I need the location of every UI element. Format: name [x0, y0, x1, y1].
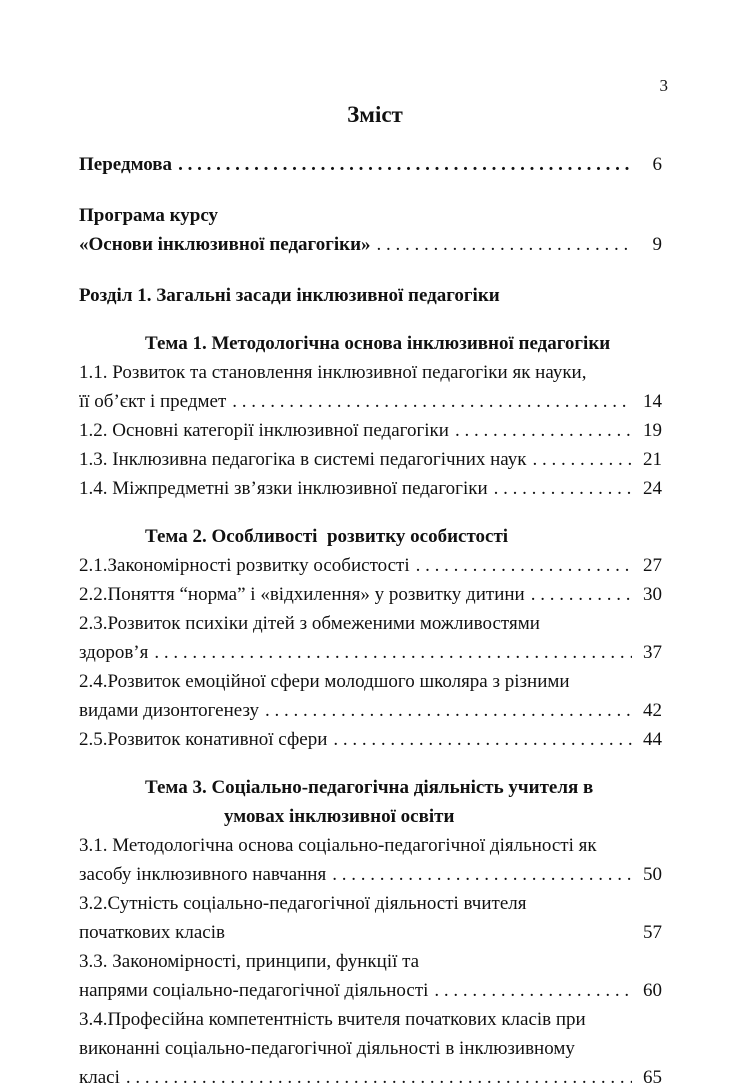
dot-leader: [148, 638, 632, 667]
toc-entry-text: 3.1. Методологічна основа соціально-педагогічної діяльності як: [79, 835, 597, 856]
toc-entry-text: здоров’я: [79, 642, 149, 663]
toc-page-number: 19: [643, 420, 662, 441]
toc-page-number: 30: [643, 584, 662, 605]
dot-leader: [449, 416, 632, 445]
toc-entry-foreword[interactable]: [79, 150, 662, 179]
toc-entry-text: «Основи інклюзивної педагогіки»: [79, 234, 371, 255]
toc-entry-text: 1.2. Основні категорії інклюзивної педагогіки: [79, 420, 449, 441]
toc-entry-line[interactable]: [79, 947, 662, 976]
toc-entry-text: видами дизонтогенезу: [79, 700, 260, 721]
toc-entry-text: 1.3. Інклюзивна педагогіка в системі педагогічних наук: [79, 449, 527, 470]
toc-page-number: 21: [643, 449, 662, 470]
topic-title-continuation[interactable]: умовах інклюзивної освіти: [224, 806, 455, 827]
topic-title[interactable]: Тема 1. Методологічна основа інклюзивної педагогіки: [145, 333, 611, 354]
toc-entry[interactable]: [79, 551, 662, 580]
dot-leader: [327, 725, 632, 754]
toc-entry[interactable]: [79, 725, 662, 754]
toc-entry-text: засобу інклюзивного навчання: [79, 864, 327, 885]
topic-title[interactable]: Тема 2. Особливості розвитку особистості: [145, 526, 509, 547]
toc-entry-text: 3.2.Сутність соціально-педагогічної діяльності вчителя: [79, 893, 527, 914]
toc-page-number: 9: [652, 234, 662, 255]
toc-entry-text: її об’єкт і предмет: [79, 391, 227, 412]
dot-leader: [527, 445, 632, 474]
dot-leader: [428, 976, 632, 1005]
toc-entry-text: 1.4. Міжпредметні зв’язки інклюзивної педагогіки: [79, 478, 488, 499]
dot-leader: [226, 387, 632, 416]
page-number: 3: [659, 76, 668, 95]
toc-entry-text: 2.3.Розвиток психіки дітей з обмеженими можливостями: [79, 613, 540, 634]
toc-page-number: 24: [643, 478, 662, 499]
toc-entry-program-line1[interactable]: Програма курсу: [79, 205, 219, 226]
toc-entry-line[interactable]: [79, 609, 662, 638]
toc-page-number: 44: [643, 729, 662, 750]
dot-leader: [371, 230, 632, 259]
toc-entry-program[interactable]: [79, 230, 662, 259]
toc-entry-text: 3.4.Професійна компетентність вчителя початкових класів при: [79, 1009, 586, 1030]
toc-entry-text: Передмова: [79, 154, 173, 175]
dot-leader: [410, 551, 632, 580]
toc-entry-line[interactable]: [79, 358, 662, 387]
dot-leader: [488, 474, 632, 503]
dot-leader: [326, 860, 632, 889]
toc-page-number: 6: [652, 154, 662, 175]
table-of-contents: [79, 150, 662, 1092]
toc-page-number: 60: [643, 980, 662, 1001]
page-title: Зміст: [347, 102, 403, 127]
dot-leader: [525, 580, 632, 609]
toc-entry-text: 1.1. Розвиток та становлення інклюзивної педагогіки як науки,: [79, 362, 587, 383]
toc-entry-text: початкових класів: [79, 922, 225, 943]
toc-entry[interactable]: [79, 445, 662, 474]
dot-leader: [259, 696, 632, 725]
toc-entry-line[interactable]: [79, 831, 662, 860]
toc-entry[interactable]: [79, 474, 662, 503]
toc-entry-text: 2.4.Розвиток емоційної сфери молодшого школяра з різними: [79, 671, 570, 692]
toc-entry[interactable]: [79, 918, 662, 947]
toc-entry[interactable]: [79, 580, 662, 609]
toc-page-number: 42: [643, 700, 662, 721]
toc-entry-line[interactable]: [79, 889, 662, 918]
toc-entry-text: 2.1.Закономірності розвитку особистості: [79, 555, 410, 576]
dot-leader: [120, 1063, 632, 1092]
toc-entry[interactable]: [79, 976, 662, 1005]
toc-page-number: 27: [643, 555, 662, 576]
toc-entry[interactable]: [79, 1063, 662, 1092]
toc-entry-text: 2.2.Поняття “норма” і «відхилення» у розвитку дитини: [79, 584, 525, 605]
toc-entry-text: виконанні соціально-педагогічної діяльності в інклюзивному: [79, 1038, 575, 1059]
dot-leader: [172, 150, 632, 179]
toc-entry[interactable]: [79, 860, 662, 889]
toc-page-number: 57: [643, 922, 662, 943]
toc-entry-line[interactable]: [79, 1034, 662, 1063]
toc-entry-text: класі: [79, 1067, 120, 1088]
toc-entry-line[interactable]: [79, 667, 662, 696]
toc-entry-text: 3.3. Закономірності, принципи, функції та: [79, 951, 420, 972]
toc-entry[interactable]: [79, 416, 662, 445]
toc-page-number: 37: [643, 642, 662, 663]
toc-page-number: 14: [643, 391, 662, 412]
toc-page-number: 50: [643, 864, 662, 885]
section-title[interactable]: Розділ 1. Загальні засади інклюзивної педагогіки: [79, 285, 500, 306]
toc-entry[interactable]: [79, 387, 662, 416]
topic-title[interactable]: Тема 3. Соціально-педагогічна діяльність учителя в: [145, 777, 594, 798]
toc-page-number: 65: [643, 1067, 662, 1088]
toc-entry-text: 2.5.Розвиток конативної сфери: [79, 729, 328, 750]
toc-entry[interactable]: [79, 696, 662, 725]
toc-entry-line[interactable]: [79, 1005, 662, 1034]
toc-entry[interactable]: [79, 638, 662, 667]
toc-entry-text: напрями соціально-педагогічної діяльності: [79, 980, 429, 1001]
